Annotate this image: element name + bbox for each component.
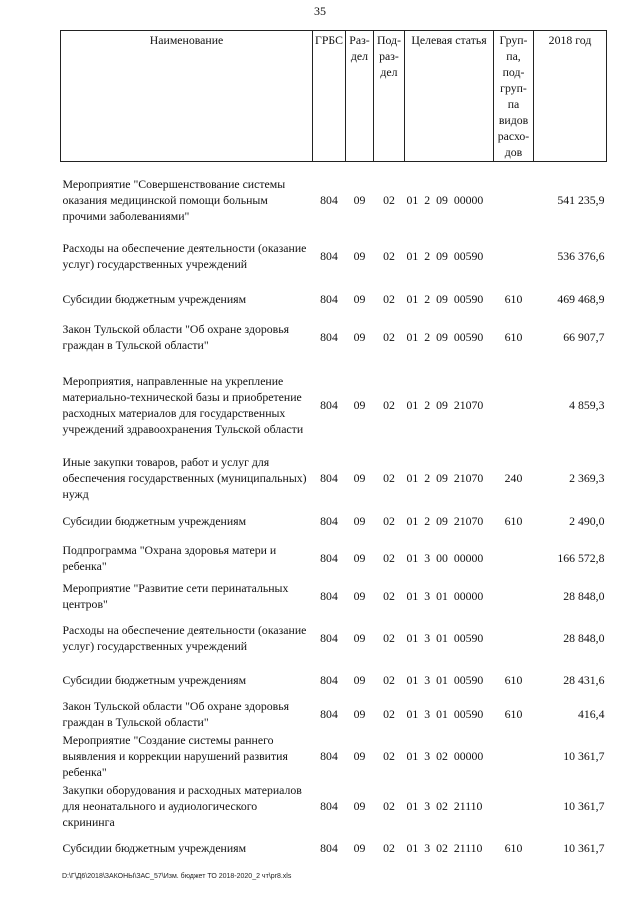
row-grbs: 804: [320, 329, 338, 344]
row-group: 610: [504, 706, 523, 721]
row-amount: 28 848,0: [563, 588, 605, 603]
table-row: [61, 832, 607, 864]
row-razdel: 09: [353, 513, 366, 528]
table-row: [61, 664, 607, 696]
header-podrazdel: Под- раз- дел: [374, 31, 405, 162]
row-article: 01 3 02 21110: [406, 798, 483, 813]
row-amount: 416,4: [577, 706, 605, 721]
row-group: [494, 612, 534, 664]
row-article: 01 3 02 00000: [406, 748, 484, 763]
row-article: 01 3 00 00000: [406, 550, 484, 565]
row-name: Подпрограмма "Охрана здоровья матери и ребенка": [62, 542, 277, 573]
table-row: [61, 536, 607, 580]
row-podrazdel: 02: [383, 672, 395, 687]
row-grbs: 804: [320, 397, 338, 412]
row-grbs: 804: [320, 588, 338, 603]
row-razdel: 09: [353, 588, 366, 603]
row-name: Субсидии бюджетным учреждениям: [62, 513, 247, 528]
budget-table: [60, 30, 607, 864]
row-group: [494, 732, 534, 780]
row-amount: 536 376,6: [557, 248, 605, 263]
file-path-footer: D:\Г\Д6\2018\ЗАКОНЫ\ЗАС_57\Изм. бюджет ТО 2018-2020_2 чт\pr8.xls: [62, 873, 292, 880]
row-article: 01 3 01 00590: [406, 706, 484, 721]
row-article: 01 2 09 00590: [406, 248, 484, 263]
row-razdel: 09: [353, 748, 366, 763]
row-name: Мероприятие "Создание системы раннего выявления и коррекции нарушений развития ребенка": [62, 732, 288, 779]
row-grbs: 804: [320, 798, 338, 813]
row-article: 01 3 02 21110: [406, 840, 483, 855]
table-row: [61, 506, 607, 536]
header-group: Груп- па, под- груп- па видов расхо- дов: [494, 31, 534, 162]
row-article: 01 2 09 21070: [406, 397, 484, 412]
table-row: [61, 228, 607, 284]
row-group: [494, 536, 534, 580]
row-podrazdel: 02: [383, 840, 395, 855]
row-podrazdel: 02: [383, 329, 395, 344]
row-podrazdel: 02: [383, 588, 395, 603]
row-grbs: 804: [320, 513, 338, 528]
row-podrazdel: 02: [383, 550, 395, 565]
row-grbs: 804: [320, 630, 338, 645]
row-group: 610: [504, 513, 523, 528]
table-row: [61, 314, 607, 360]
row-group: [494, 780, 534, 832]
header-grbs: ГРБС: [313, 31, 346, 162]
row-podrazdel: 02: [383, 630, 395, 645]
row-razdel: 09: [353, 672, 366, 687]
row-article: 01 3 01 00590: [406, 672, 484, 687]
row-name: Субсидии бюджетным учреждениям: [62, 840, 247, 855]
row-article: 01 2 09 21070: [406, 513, 484, 528]
row-razdel: 09: [353, 706, 366, 721]
row-grbs: 804: [320, 192, 338, 207]
row-article: 01 2 09 21070: [406, 470, 484, 485]
header-amount: 2018 год: [534, 31, 607, 162]
row-group: 610: [504, 291, 523, 306]
row-name: Закупки оборудования и расходных материалов для неонатального и аудиологического скрининга: [62, 782, 302, 829]
row-name: Расходы на обеспечение деятельности (оказание услуг) государственных учреждений: [62, 240, 307, 271]
row-article: 01 3 01 00000: [406, 588, 484, 603]
row-podrazdel: 02: [383, 470, 395, 485]
table-row: [61, 732, 607, 780]
row-razdel: 09: [353, 397, 366, 412]
row-amount: 28 848,0: [563, 630, 605, 645]
row-razdel: 09: [353, 798, 366, 813]
row-article: 01 2 09 00000: [406, 192, 484, 207]
row-podrazdel: 02: [383, 706, 395, 721]
table-row: [61, 284, 607, 314]
row-grbs: 804: [320, 291, 338, 306]
row-group: 610: [504, 672, 523, 687]
row-name: Закон Тульской области "Об охране здоровья граждан в Тульской области": [62, 698, 290, 729]
row-amount: 10 361,7: [563, 840, 605, 855]
row-article: 01 3 01 00590: [406, 630, 484, 645]
row-razdel: 09: [353, 550, 366, 565]
row-podrazdel: 02: [383, 291, 395, 306]
row-amount: 28 431,6: [563, 672, 605, 687]
row-razdel: 09: [353, 630, 366, 645]
header-row: [61, 31, 607, 162]
table-row: [61, 172, 607, 228]
row-name: Субсидии бюджетным учреждениям: [62, 672, 247, 687]
row-name: Расходы на обеспечение деятельности (оказание услуг) государственных учреждений: [62, 622, 307, 653]
row-grbs: 804: [320, 672, 338, 687]
row-name: Мероприятия, направленные на укрепление материально-технической базы и приобретение расходных материалов для государственных учреждений здравоохранения Тульской области: [62, 373, 304, 436]
row-group: 610: [504, 329, 523, 344]
table-row: [61, 450, 607, 506]
row-razdel: 09: [353, 291, 366, 306]
table-row: [61, 612, 607, 664]
row-amount: 10 361,7: [563, 798, 605, 813]
row-article: 01 2 09 00590: [406, 329, 484, 344]
row-podrazdel: 02: [383, 748, 395, 763]
table-row: [61, 360, 607, 450]
row-name: Субсидии бюджетным учреждениям: [62, 291, 247, 306]
header-article: Целевая статья: [405, 31, 494, 162]
row-name: Мероприятие "Развитие сети перинатальных центров": [62, 580, 289, 611]
row-group: [494, 360, 534, 450]
row-amount: 2 369,3: [569, 470, 605, 485]
row-podrazdel: 02: [383, 798, 395, 813]
row-razdel: 09: [353, 248, 366, 263]
row-grbs: 804: [320, 748, 338, 763]
row-group: [494, 172, 534, 228]
row-amount: 2 490,0: [569, 513, 605, 528]
row-amount: 10 361,7: [563, 748, 605, 763]
row-podrazdel: 02: [383, 513, 395, 528]
row-grbs: 804: [320, 706, 338, 721]
row-grbs: 804: [320, 550, 338, 565]
row-amount: 166 572,8: [557, 550, 605, 565]
table-row: [61, 696, 607, 732]
row-podrazdel: 02: [383, 192, 395, 207]
row-razdel: 09: [353, 470, 366, 485]
row-grbs: 804: [320, 840, 338, 855]
header-name: Наименование: [61, 31, 313, 162]
row-razdel: 09: [353, 840, 366, 855]
row-name: Закон Тульской области "Об охране здоровья граждан в Тульской области": [62, 321, 290, 352]
row-podrazdel: 02: [383, 397, 395, 412]
row-razdel: 09: [353, 192, 366, 207]
row-group: [494, 228, 534, 284]
row-grbs: 804: [320, 248, 338, 263]
row-razdel: 09: [353, 329, 366, 344]
row-grbs: 804: [320, 470, 338, 485]
row-group: [494, 580, 534, 612]
header-razdel: Раз- дел: [346, 31, 374, 162]
row-group: 240: [504, 470, 523, 485]
row-amount: 66 907,7: [563, 329, 605, 344]
row-name: Иные закупки товаров, работ и услуг для обеспечения государственных (муниципальных) нужд: [62, 454, 307, 501]
row-podrazdel: 02: [383, 248, 395, 263]
table-row: [61, 780, 607, 832]
row-group: 610: [504, 840, 523, 855]
row-name: Мероприятие "Совершенствование системы оказания медицинской помощи больным прочими заболеваниями": [62, 176, 286, 223]
row-article: 01 2 09 00590: [406, 291, 484, 306]
row-amount: 4 859,3: [569, 397, 605, 412]
row-amount: 541 235,9: [557, 192, 605, 207]
table-row: [61, 580, 607, 612]
row-amount: 469 468,9: [557, 291, 605, 306]
page-number: 35: [314, 4, 326, 18]
